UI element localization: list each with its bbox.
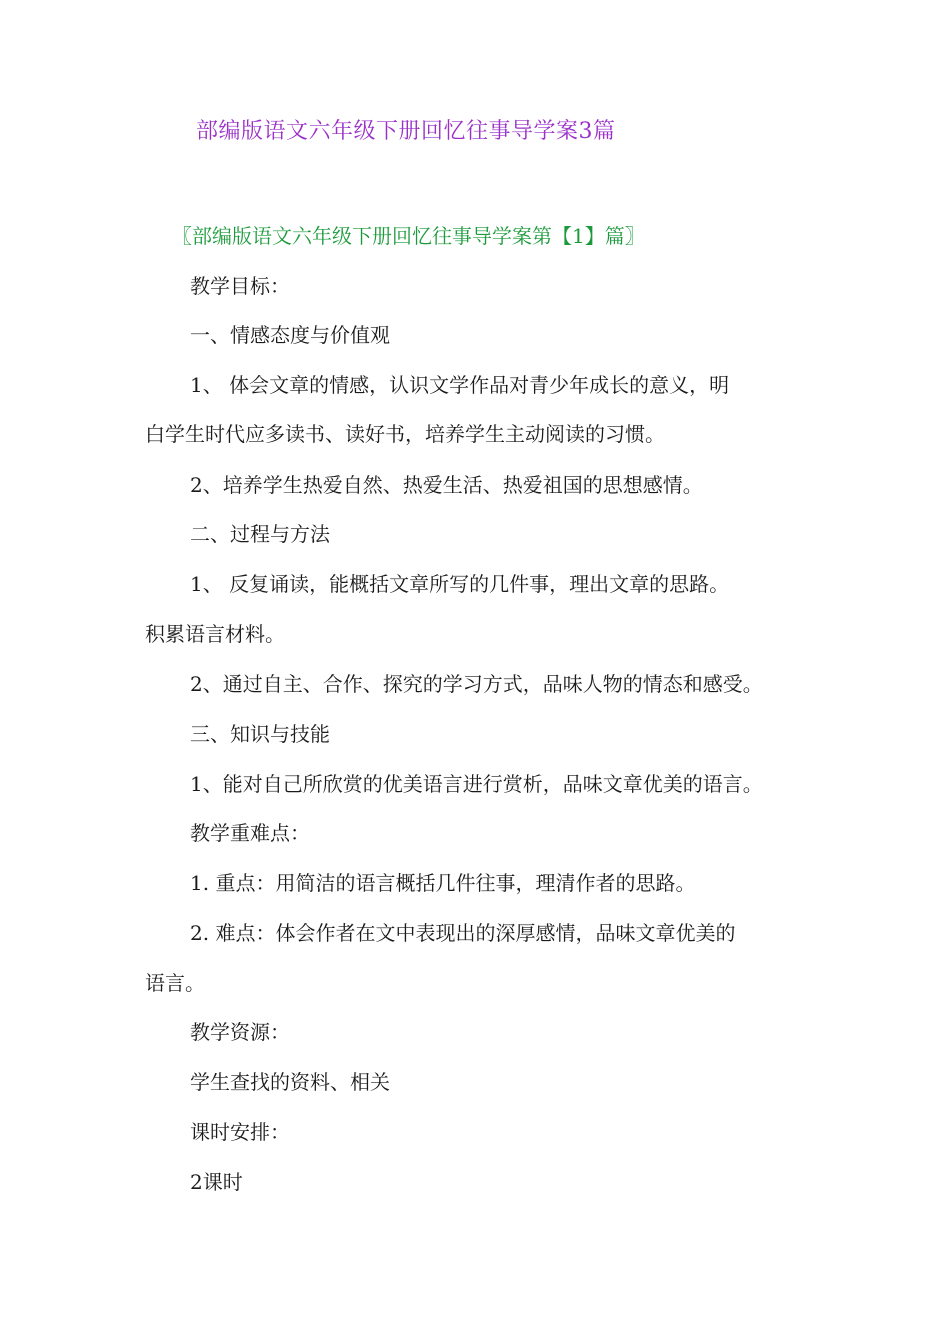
- text-line: 1、 反复诵读，能概括文章所写的几件事，理出文章的思路。: [190, 572, 730, 596]
- text-line: 2. 难点：体会作者在文中表现出的深厚感情，品味文章优美的: [190, 921, 736, 945]
- text-line: 2课时: [190, 1170, 243, 1194]
- text-line: 语言。: [145, 971, 205, 995]
- text-line: 课时安排：: [190, 1120, 290, 1144]
- text-line: 一、情感态度与价值观: [190, 323, 390, 347]
- document-title: 部编版语文六年级下册回忆往事导学案3篇: [196, 119, 616, 144]
- text-line: 三、知识与技能: [190, 722, 330, 746]
- text-line: 1、 体会文章的情感，认识文学作品对青少年成长的意义，明: [190, 373, 730, 397]
- text-line: 1. 重点：用简洁的语言概括几件往事，理清作者的思路。: [190, 871, 696, 895]
- text-line: 教学目标：: [190, 274, 290, 298]
- text-line: 二、过程与方法: [190, 522, 330, 546]
- text-line: 2、培养学生热爱自然、热爱生活、热爱祖国的思想感情。: [190, 473, 703, 497]
- text-line: 教学资源：: [190, 1020, 290, 1044]
- text-line: 积累语言材料。: [145, 622, 285, 646]
- text-line: 白学生时代应多读书、读好书，培养学生主动阅读的习惯。: [145, 422, 665, 446]
- document-subtitle: 〖部编版语文六年级下册回忆往事导学案第【1】篇〗: [172, 224, 645, 248]
- text-line: 教学重难点：: [190, 821, 310, 845]
- text-line: 1、能对自己所欣赏的优美语言进行赏析，品味文章优美的语言。: [190, 772, 763, 796]
- text-line: 2、通过自主、合作、探究的学习方式，品味人物的情态和感受。: [190, 672, 763, 696]
- text-line: 学生查找的资料、相关: [190, 1070, 390, 1094]
